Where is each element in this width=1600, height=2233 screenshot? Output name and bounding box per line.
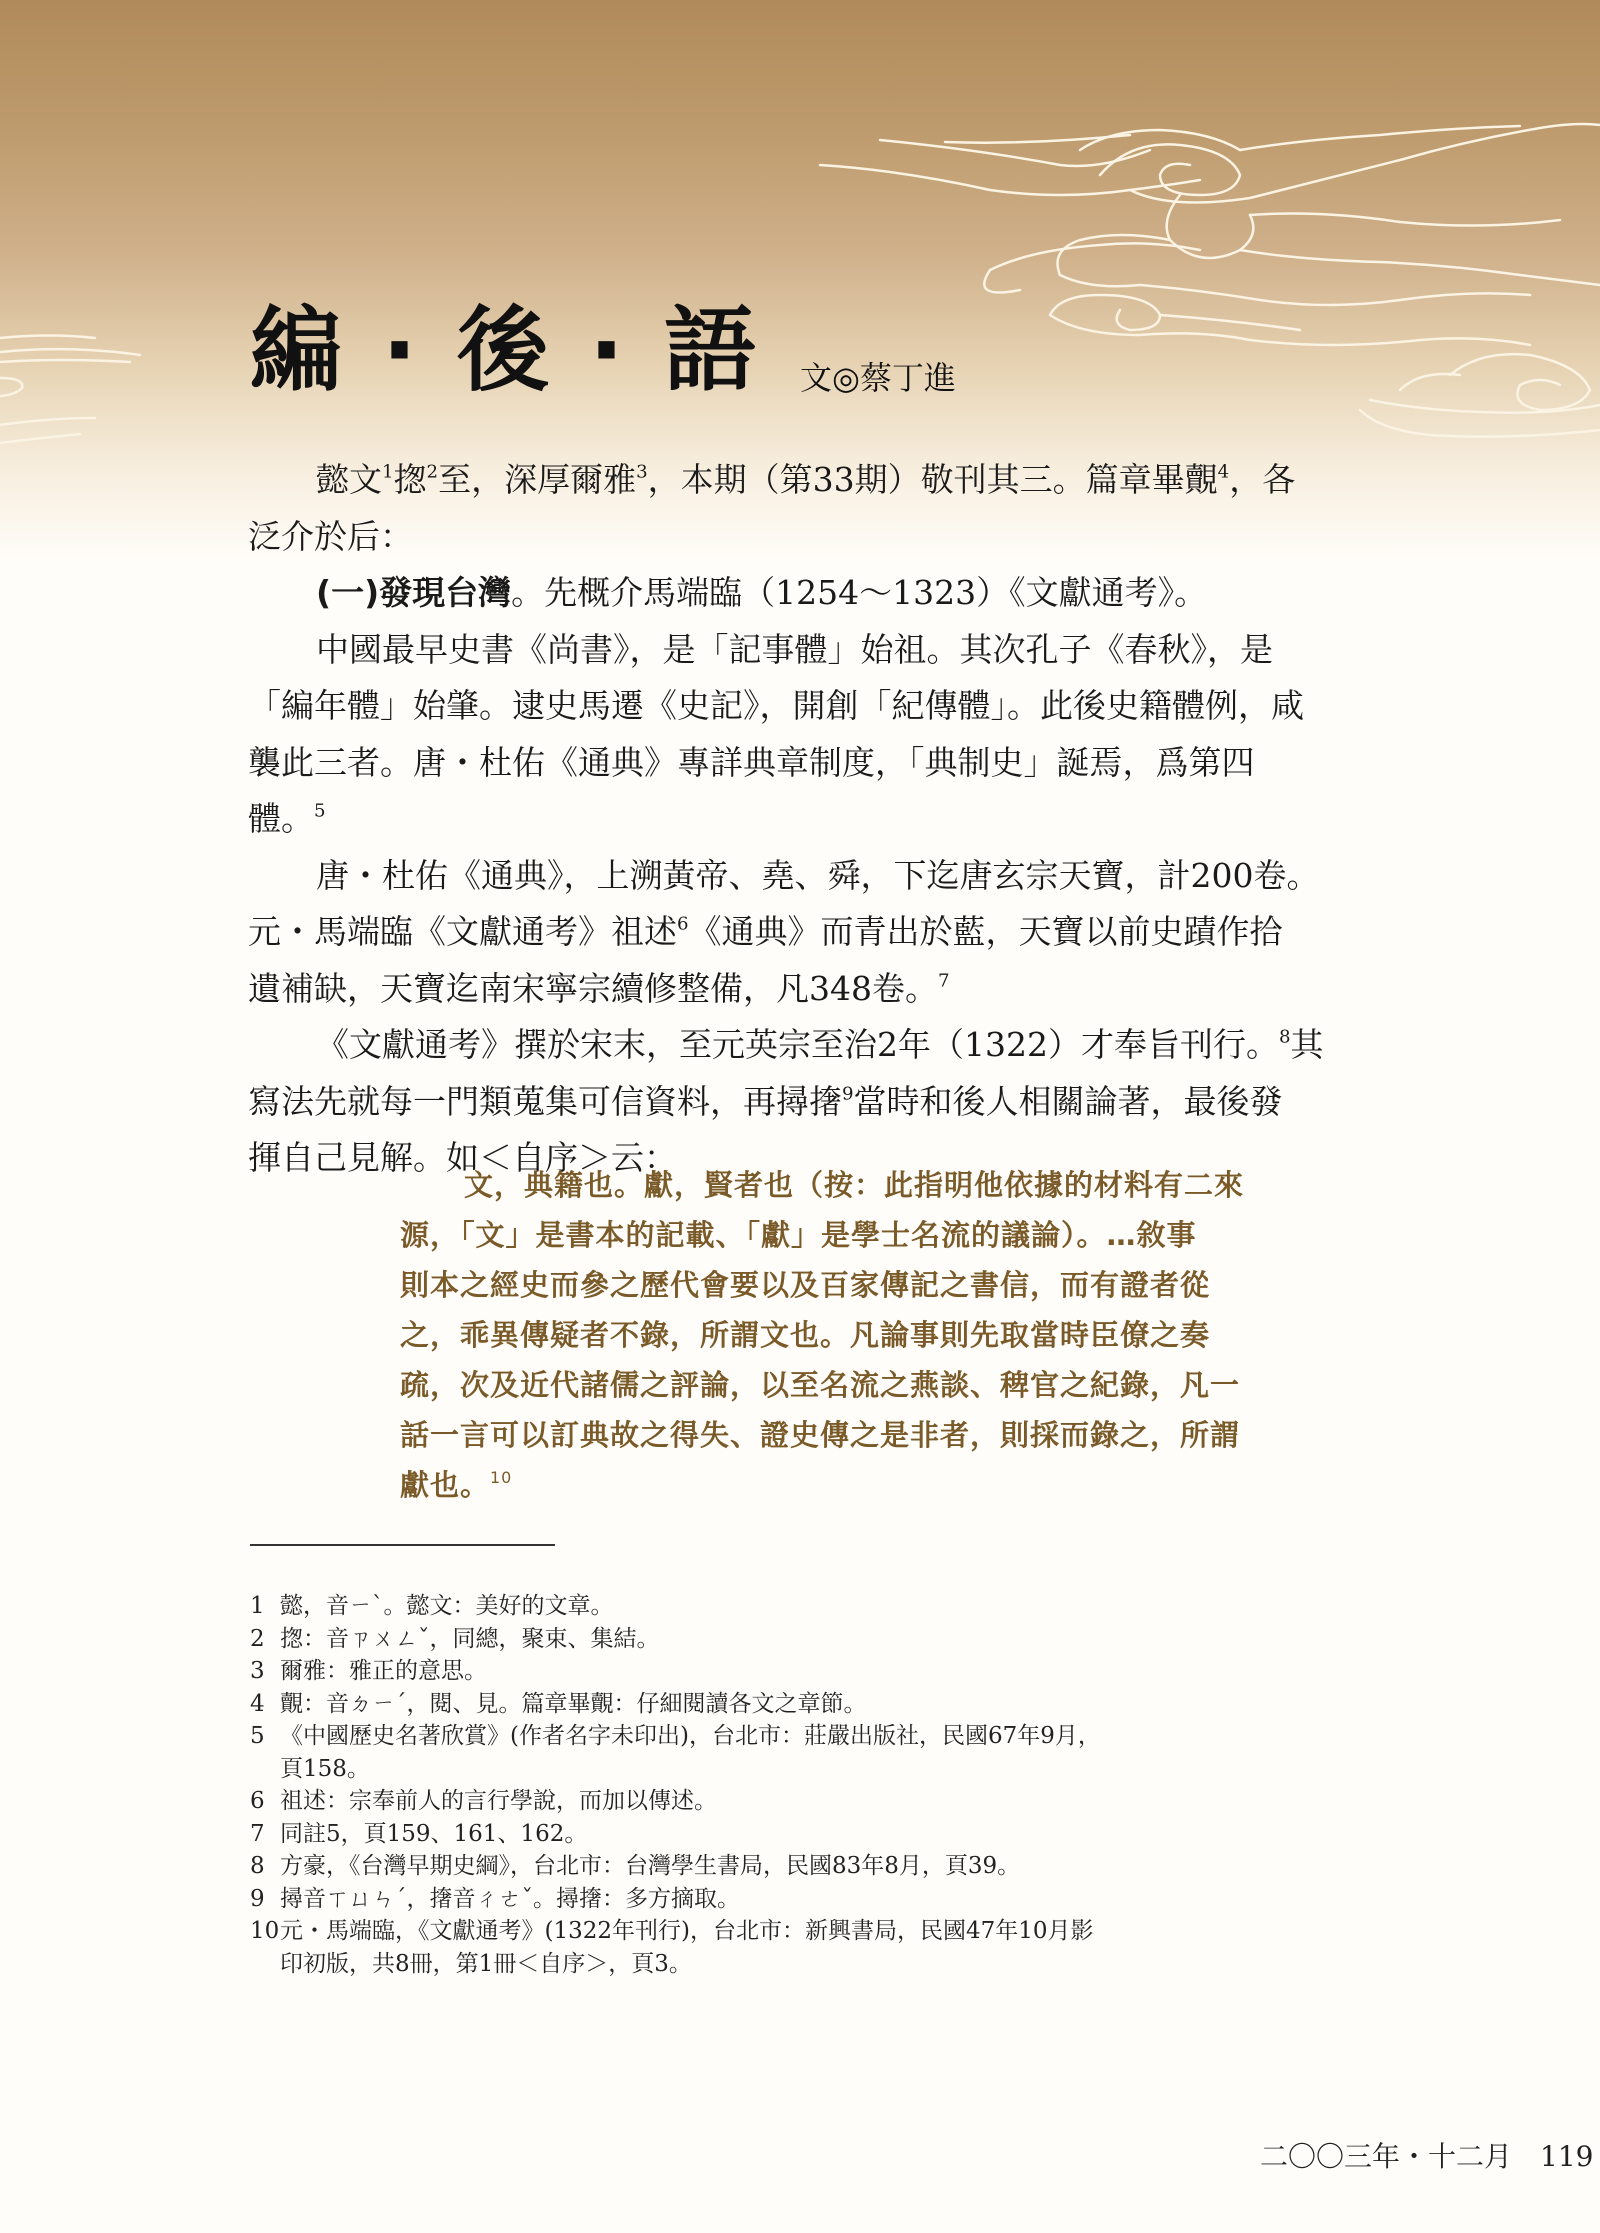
- footnote-ref[interactable]: 9: [842, 1082, 854, 1104]
- footnote-ref[interactable]: 1: [382, 461, 394, 483]
- footnote-item: [250, 1818, 1410, 1851]
- block-quote: [400, 1160, 1410, 1510]
- footnote-text: 方豪，《台灣早期史綱》，台北市：台灣學生書局，民國83年8月，頁39。: [280, 1853, 1021, 1879]
- quote-line: 獻也。$^{10}$: [400, 1468, 513, 1502]
- footnote-ref[interactable]: 3: [636, 461, 648, 483]
- footnote-text: 懿，音ㄧˋ。懿文：美好的文章。: [280, 1593, 614, 1619]
- footnote-divider: [250, 1544, 555, 1546]
- footnote-text: 同註5，頁159、161、162。: [280, 1820, 588, 1847]
- footnote-ref[interactable]: 7: [938, 969, 950, 991]
- paragraph-line: 《文獻通考》撰於宋末，至元英宗至治2年（1322）才奉旨刊行。$^8$其: [316, 1025, 1324, 1064]
- section-heading: (一)發現台灣: [316, 573, 512, 612]
- footnote-ref[interactable]: 2: [426, 461, 439, 483]
- footnote-ref[interactable]: 8: [1278, 1026, 1291, 1048]
- footnote-text: 撏音ㄒㄩㄣˊ，撦音ㄔㄜˇ。撏撦：多方摘取。: [280, 1885, 740, 1912]
- paragraph-line: 遺補缺，天寶迄南宋寧宗續修整備，凡348卷。$^7$: [248, 968, 950, 1008]
- paragraph-line: 唐・杜佑《通典》，上溯黃帝、堯、舜，下迄唐玄宗天寶，計200卷。: [316, 855, 1320, 895]
- paragraph-line: 元・馬端臨《文獻通考》祖述$^6$《通典》而青出於藍，天寶以前史蹟作拾: [248, 912, 1283, 951]
- footnotes-list: [250, 1590, 1410, 1980]
- footnote-number: 10: [250, 1918, 280, 1944]
- footnote-text: 爾雅：雅正的意思。: [280, 1658, 487, 1684]
- quote-line: 話一言可以訂典故之得失、證史傳之是非者，則採而錄之，所謂: [400, 1418, 1241, 1452]
- quote-line: 源，「文」是書本的記載、「獻」是學士名流的議論）。…敘事: [400, 1218, 1197, 1252]
- page-number: 119: [1540, 2140, 1594, 2173]
- quote-line: 之，乖異傳疑者不錄，所謂文也。凡論事則先取當時臣僚之奏: [400, 1318, 1211, 1352]
- author-byline: 文◎蔡丁進: [800, 359, 956, 397]
- page-title: 編 · 後 · 語: [250, 297, 761, 404]
- paragraph-line: 襲此三者。唐・杜佑《通典》專詳典章制度，「典制史」誕焉，爲第四: [248, 742, 1255, 782]
- quote-line: 則本之經史而參之歷代會要以及百家傳記之書信，而有證者從: [400, 1268, 1211, 1302]
- footnote-number: 6: [250, 1788, 265, 1814]
- footnote-ref[interactable]: 5: [314, 800, 326, 822]
- footnote-number: 9: [250, 1885, 265, 1912]
- paragraph-intro-line: 懿文$^1$揔$^2$至，深厚爾雅$^3$，本期（第33期）敬刊其三。篇章畢覿$^4$，各: [316, 460, 1296, 499]
- paragraph-line: 揮自己見解。如＜自序＞云：: [248, 1138, 677, 1177]
- footnote-number: 1: [250, 1593, 265, 1619]
- footnote-text: 《中國歷史名著欣賞》(作者名字未印出)，台北市：莊嚴出版社，民國67年9月，: [280, 1723, 1101, 1749]
- footnote-number: 7: [250, 1820, 265, 1847]
- footnote-item: [250, 1590, 1410, 1623]
- footnote-continuation: 頁158。: [280, 1755, 370, 1782]
- quote-line: 疏，次及近代諸儒之評論，以至名流之燕談、稗官之紀錄，凡一: [400, 1368, 1241, 1402]
- paragraph-line: 「編年體」始肇。逮史馬遷《史記》，開創「紀傳體」。此後史籍體例，咸: [248, 686, 1304, 725]
- footnote-ref[interactable]: 6: [677, 913, 689, 935]
- quote-line: 文，典籍也。獻，賢者也（按：此指明他依據的材料有二來: [464, 1168, 1245, 1202]
- footnote-number: 2: [250, 1625, 265, 1652]
- paragraph-line: 中國最早史書《尚書》，是「記事體」始祖。其次孔子《春秋》，是: [316, 629, 1273, 669]
- footnote-number: 3: [250, 1658, 265, 1684]
- footnote-item: [250, 1785, 1410, 1818]
- footnote-text: 祖述：宗奉前人的言行學說，而加以傳述。: [280, 1788, 717, 1814]
- paragraph-line: 寫法先就每一門類蒐集可信資料，再撏撦$^9$當時和後人相關論著，最後發: [248, 1081, 1283, 1121]
- footnote-text: 揔：音ㄗㄨㄥˇ，同總，聚束、集結。: [280, 1625, 660, 1652]
- footnote-ref[interactable]: 10: [490, 1468, 513, 1488]
- page-footer: [1260, 2135, 1593, 2175]
- footnote-item: [250, 1688, 1410, 1721]
- issue-date: 二〇〇三年・十二月: [1260, 2140, 1513, 2173]
- footnote-item: [250, 1883, 1410, 1916]
- footnote-item: [250, 1623, 1410, 1656]
- footnote-item: [250, 1915, 1410, 1948]
- paragraph-intro-line: 泛介於后：: [248, 516, 413, 556]
- article-body: [248, 452, 1408, 1187]
- footnote-item: [250, 1850, 1410, 1883]
- footnote-text: 覿：音ㄉㄧˊ，閱、見。篇章畢覿：仔細閱讀各文之章節。: [280, 1690, 867, 1717]
- footnote-continuation: 印初版，共8冊，第1冊＜自序＞，頁3。: [280, 1950, 692, 1977]
- footnote-number: 4: [250, 1690, 265, 1717]
- footnote-ref[interactable]: 4: [1217, 461, 1230, 483]
- footnote-text: 元・馬端臨，《文獻通考》(1322年刊行)，台北市：新興書局，民國47年10月影: [280, 1918, 1094, 1944]
- footnote-number: 8: [250, 1853, 265, 1879]
- footnote-item: [250, 1720, 1410, 1753]
- section-heading-line: (一)發現台灣。先概介馬端臨（1254～1323）《文獻通考》。: [316, 573, 1208, 612]
- footnote-number: 5: [250, 1723, 265, 1749]
- paragraph-line: 體。$^5$: [248, 799, 326, 838]
- footnote-item: [250, 1655, 1410, 1688]
